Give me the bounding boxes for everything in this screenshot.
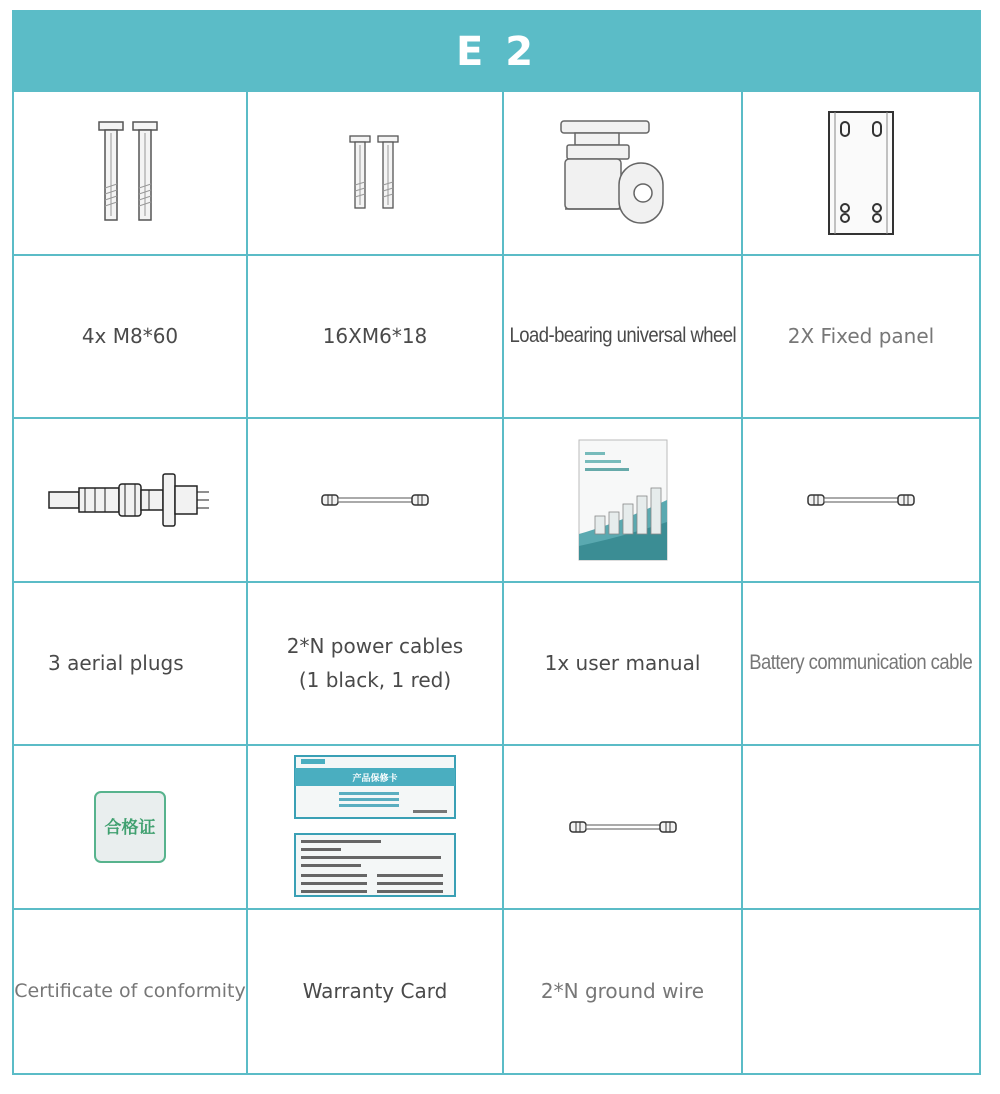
item-label-certificate: Certificate of conformity bbox=[14, 980, 246, 1003]
user-manual-icon bbox=[577, 438, 669, 562]
cell-panel-label bbox=[743, 256, 979, 420]
cell-ground-wire-label bbox=[504, 910, 743, 1074]
cell-wheel-image bbox=[504, 92, 743, 256]
power-cable-icon bbox=[320, 490, 430, 510]
packing-list-grid bbox=[14, 92, 979, 1073]
aerial-plug-icon bbox=[45, 470, 215, 530]
item-label-panel: 2X Fixed panel bbox=[787, 324, 935, 349]
certificate-stamp-text: 合格证 bbox=[104, 817, 156, 838]
item-label-manual: 1x user manual bbox=[544, 651, 701, 676]
cell-aerial-plug-label bbox=[14, 583, 248, 747]
packing-list-sheet bbox=[12, 10, 981, 1075]
communication-cable-icon bbox=[806, 490, 916, 510]
power-cables-line1: 2*N power cables bbox=[286, 634, 464, 659]
cell-ground-wire-image bbox=[504, 746, 743, 910]
cell-manual-label bbox=[504, 583, 743, 747]
item-label-power-cables bbox=[281, 629, 469, 697]
cell-empty-image bbox=[743, 746, 979, 910]
cell-empty-label bbox=[743, 910, 979, 1074]
warranty-card-icon bbox=[293, 754, 457, 900]
item-label-aerial-plugs: 3 aerial plugs bbox=[48, 651, 184, 676]
cell-bolts-small-image bbox=[248, 92, 504, 256]
certificate-stamp-icon bbox=[93, 790, 167, 864]
item-label-bolts-small: 16XM6*18 bbox=[322, 324, 428, 349]
cell-bolts-large-image bbox=[14, 92, 248, 256]
cell-comm-cable-image bbox=[743, 419, 979, 583]
cell-aerial-plug-image bbox=[14, 419, 248, 583]
item-label-comm-cable: Battery communication cable bbox=[749, 651, 973, 675]
item-label-ground-wire: 2*N ground wire bbox=[540, 979, 705, 1004]
cell-power-cable-label bbox=[248, 583, 504, 747]
cell-power-cable-image bbox=[248, 419, 504, 583]
expansion-bolts-large-icon bbox=[95, 118, 165, 228]
ground-wire-icon bbox=[568, 817, 678, 837]
cell-warranty-label bbox=[248, 910, 504, 1074]
cell-wheel-label bbox=[504, 256, 743, 420]
power-cables-line2: (1 black, 1 red) bbox=[298, 668, 452, 693]
expansion-bolts-small-icon bbox=[347, 133, 403, 213]
cell-certificate-label bbox=[14, 910, 248, 1074]
cell-warranty-image bbox=[248, 746, 504, 910]
cell-bolts-large-label bbox=[14, 256, 248, 420]
cell-bolts-small-label bbox=[248, 256, 504, 420]
header-bar bbox=[14, 12, 979, 92]
cell-comm-cable-label bbox=[743, 583, 979, 747]
cell-panel-image bbox=[743, 92, 979, 256]
item-label-warranty: Warranty Card bbox=[302, 979, 448, 1004]
caster-wheel-icon bbox=[553, 113, 693, 233]
page-title: E 2 bbox=[455, 29, 538, 75]
item-label-wheel: Load-bearing universal wheel bbox=[509, 324, 736, 348]
cell-certificate-image bbox=[14, 746, 248, 910]
warranty-card-title: 产品保修卡 bbox=[352, 773, 398, 784]
fixed-panel-icon bbox=[825, 108, 897, 238]
item-label-bolts-large: 4x M8*60 bbox=[81, 324, 179, 349]
cell-manual-image bbox=[504, 419, 743, 583]
